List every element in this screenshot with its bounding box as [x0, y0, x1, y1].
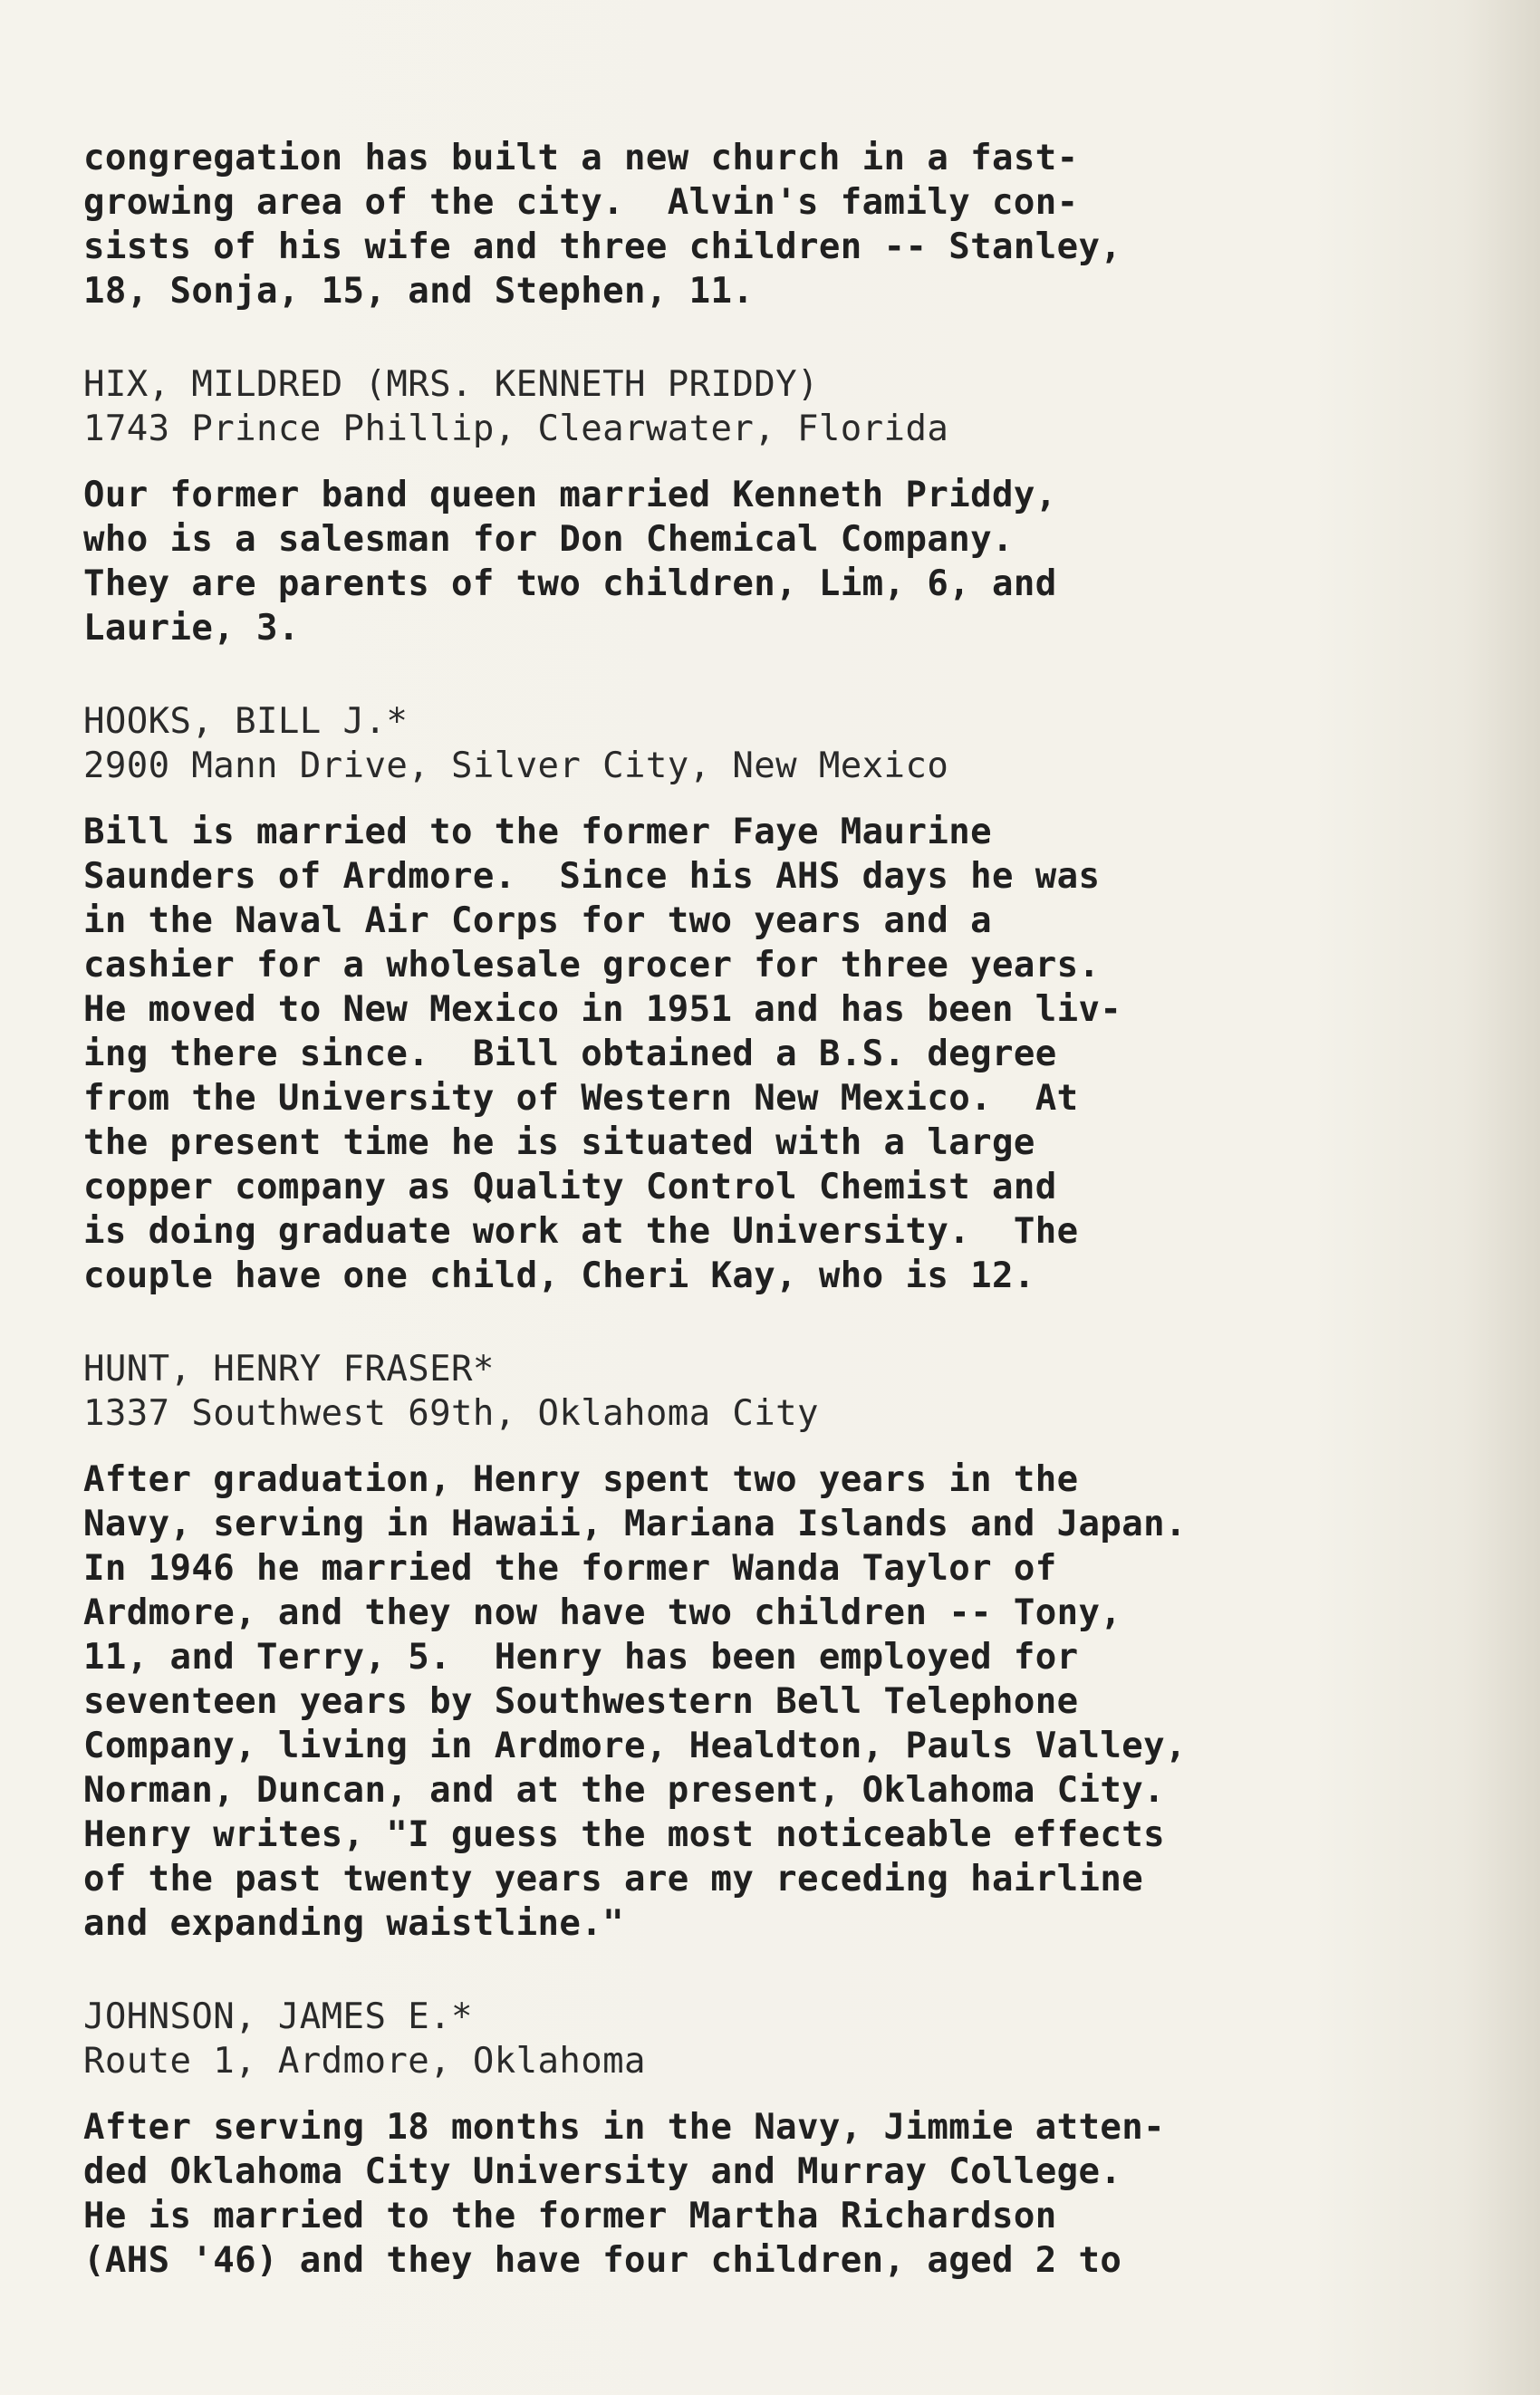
entry-line: couple have one child, Cheri Kay, who is 12. — [83, 1255, 1035, 1296]
entry-line: Our former band queen married Kenneth Priddy, — [83, 475, 1057, 515]
entry-line: They are parents of two children, Lim, 6, and — [83, 563, 1057, 604]
entry-line: Navy, serving in Hawaii, Mariana Islands and Japan. — [83, 1504, 1187, 1544]
page-content — [83, 136, 1497, 2283]
intro-line: sists of his wife and three children -- Stanley, — [83, 226, 1122, 267]
entry-line: In 1946 he married the former Wanda Taylor of — [83, 1548, 1057, 1589]
entry-line: who is a salesman for Don Chemical Company. — [83, 519, 1014, 560]
entry-address: 1743 Prince Phillip, Clearwater, Florida — [83, 409, 949, 449]
entry-line: Norman, Duncan, and at the present, Oklahoma City. — [83, 1770, 1165, 1811]
entry-line: Ardmore, and they now have two children -- Tony, — [83, 1592, 1122, 1633]
entry-line: cashier for a wholesale grocer for three years. — [83, 945, 1101, 986]
entry-line: Company, living in Ardmore, Healdton, Pauls Valley, — [83, 1726, 1187, 1766]
entry-line: After graduation, Henry spent two years in the — [83, 1459, 1079, 1500]
intro-line: congregation has built a new church in a fast- — [83, 138, 1079, 178]
entry-line: the present time he is situated with a large — [83, 1122, 1035, 1163]
entry-line: Bill is married to the former Faye Maurine — [83, 812, 992, 852]
entry-body — [83, 2105, 1497, 2283]
entry-line: Henry writes, "I guess the most noticeable effects — [83, 1814, 1165, 1855]
entry-line: (AHS '46) and they have four children, aged 2 to — [83, 2240, 1122, 2281]
entry-line: He is married to the former Martha Richardson — [83, 2196, 1057, 2236]
entry-address: 2900 Mann Drive, Silver City, New Mexico — [83, 745, 949, 786]
intro-paragraph — [83, 136, 1497, 313]
entry-address: 1337 Southwest 69th, Oklahoma City — [83, 1393, 819, 1434]
entry-line: from the University of Western New Mexico. At — [83, 1078, 1079, 1119]
entry-line: ded Oklahoma City University and Murray College. — [83, 2151, 1122, 2192]
entry-line: copper company as Quality Control Chemist and — [83, 1167, 1057, 1207]
entry-body — [83, 1457, 1497, 1946]
entry-body — [83, 810, 1497, 1298]
alumni-entry-johnson — [83, 1995, 1497, 2283]
entry-line: After serving 18 months in the Navy, Jimmie atten- — [83, 2107, 1165, 2148]
entry-line: 11, and Terry, 5. Henry has been employed for — [83, 1637, 1079, 1678]
entry-heading — [83, 1347, 1497, 1436]
entry-line: in the Naval Air Corps for two years and a — [83, 900, 992, 941]
entry-line: is doing graduate work at the University. The — [83, 1211, 1079, 1252]
entry-line: He moved to New Mexico in 1951 and has been liv- — [83, 989, 1122, 1030]
intro-line: growing area of the city. Alvin's family con- — [83, 182, 1079, 223]
alumni-entry-hunt — [83, 1347, 1497, 1946]
entry-address: Route 1, Ardmore, Oklahoma — [83, 2041, 646, 2082]
entry-name: HUNT, HENRY FRASER* — [83, 1349, 495, 1390]
entry-name: HOOKS, BILL J.* — [83, 701, 409, 742]
entry-heading — [83, 699, 1497, 788]
entry-heading — [83, 1995, 1497, 2083]
alumni-entry-hooks — [83, 699, 1497, 1298]
alumni-entry-hix — [83, 362, 1497, 650]
entry-line: Saunders of Ardmore. Since his AHS days he was — [83, 856, 1101, 897]
entry-line: and expanding waistline." — [83, 1903, 624, 1944]
entry-heading — [83, 362, 1497, 451]
entry-name: JOHNSON, JAMES E.* — [83, 1996, 473, 2037]
entry-name: HIX, MILDRED (MRS. KENNETH PRIDDY) — [83, 364, 819, 405]
entry-line: seventeen years by Southwestern Bell Telephone — [83, 1681, 1079, 1722]
entry-body — [83, 473, 1497, 650]
intro-line: 18, Sonja, 15, and Stephen, 11. — [83, 271, 755, 312]
entry-line: Laurie, 3. — [83, 608, 300, 649]
entry-line: of the past twenty years are my receding hairline — [83, 1859, 1144, 1900]
entry-line: ing there since. Bill obtained a B.S. degree — [83, 1034, 1057, 1074]
